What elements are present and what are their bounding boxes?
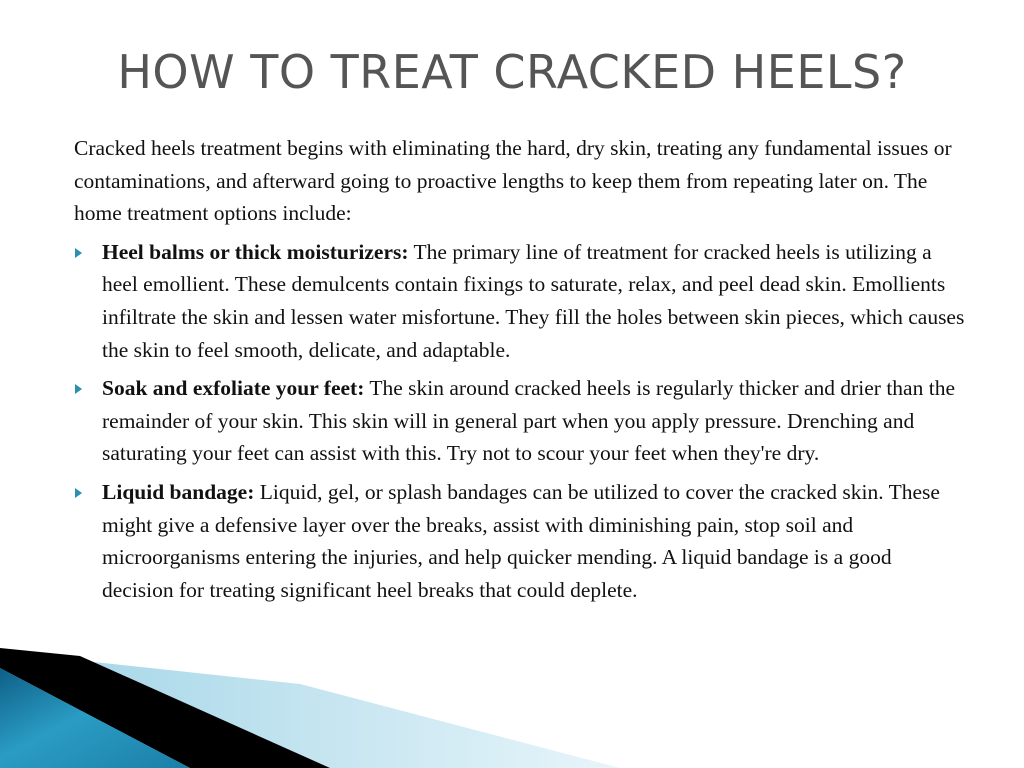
bullet-item	[74, 372, 966, 470]
bullet-item	[74, 236, 966, 366]
bullet-term: Heel balms or thick moisturizers:	[102, 239, 409, 264]
bullet-text: The skin around cracked heels is regularly thicker and drier than the remainder of your skin. This skin will in general part when you apply pressure. Drenching and saturating your feet can assist with this. Try not to scour your feet when they're dry.	[102, 376, 955, 466]
triangle-bullet-icon	[75, 488, 82, 498]
intro-paragraph: Cracked heels treatment begins with eliminating the hard, dry skin, treating any fundamental issues or contaminations, and afterward going to proactive lengths to keep them from repeating later on. The home treatment options include:	[74, 136, 952, 226]
bullet-list	[74, 236, 966, 607]
triangle-bullet-icon	[75, 248, 82, 258]
bullet-text: Liquid, gel, or splash bandages can be utilized to cover the cracked skin. These might give a defensive layer over the breaks, assist with diminishing pain, stop soil and microorganisms entering the injuries, and help quicker mending. A liquid bandage is a good decision for treating significant heel breaks that could deplete.	[102, 479, 940, 602]
triangle-bullet-icon	[75, 384, 82, 394]
slide-body	[74, 132, 966, 612]
bullet-text: The primary line of treatment for cracked heels is utilizing a heel emollient. These demulcents contain fixings to saturate, relax, and peel dead skin. Emollients infiltrate the skin and lessen water misfortune. They fill the holes between skin pieces, which causes the skin to feel smooth, delicate, and adaptable.	[102, 239, 965, 362]
bullet-term: Soak and exfoliate your feet:	[102, 376, 365, 401]
decorative-corner-swoosh	[0, 638, 1024, 768]
bullet-term: Liquid bandage:	[102, 479, 255, 504]
bullet-item	[74, 476, 966, 606]
slide-title: HOW TO TREAT CRACKED HEELS?	[117, 45, 907, 99]
